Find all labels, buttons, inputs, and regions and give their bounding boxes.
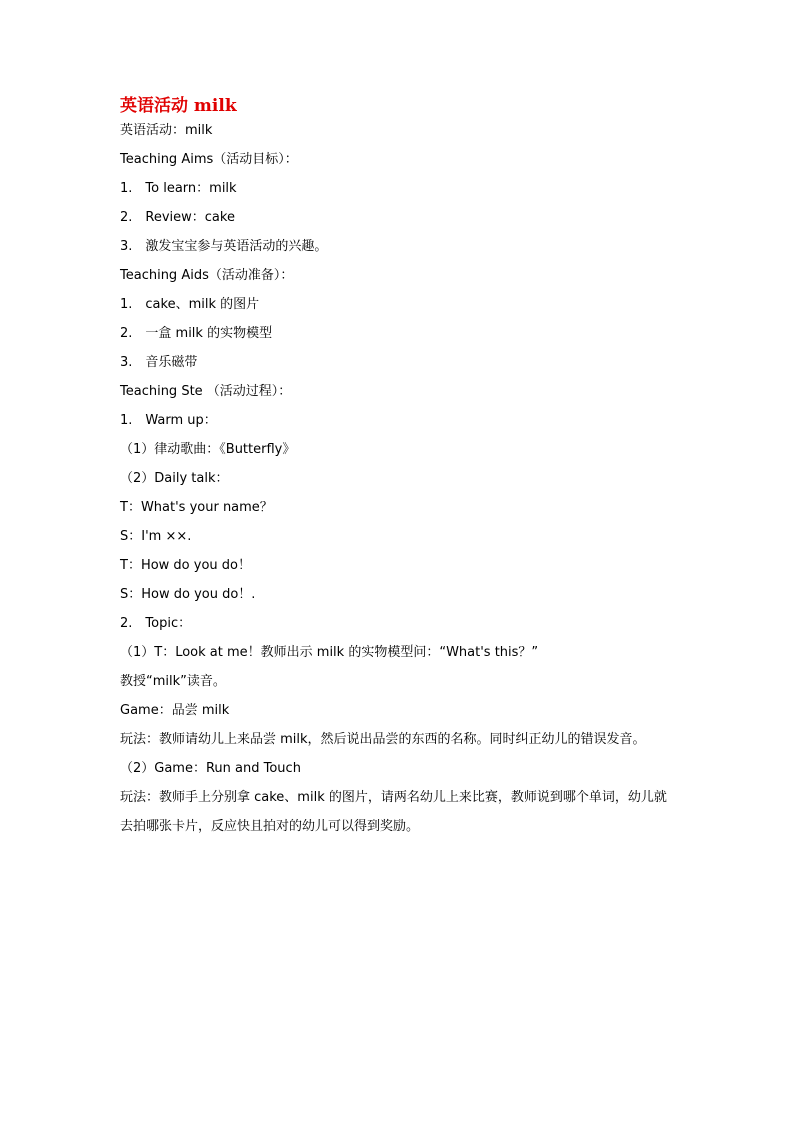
line-song: （1）律动歌曲：《Butterfly》	[120, 442, 296, 457]
line-game-2-rules-b: 去拍哪张卡片，反应快且拍对的幼儿可以得到奖励。	[120, 819, 420, 834]
line-teaching-aids: Teaching Aids（活动准备）：	[120, 268, 294, 283]
line-dialog-2: S：I'm ××.	[120, 529, 192, 544]
line-aid-2: 2. 一盒 milk 的实物模型	[120, 326, 273, 341]
line-aim-3: 3. 激发宝宝参与英语活动的兴趣。	[120, 239, 328, 254]
line-aim-2: 2. Review：cake	[120, 210, 235, 225]
line-topic: 2. Topic：	[120, 616, 192, 631]
line-aid-1: 1. cake、milk 的图片	[120, 297, 260, 312]
line-aid-3: 3. 音乐磁带	[120, 355, 198, 370]
line-warm-up: 1. Warm up：	[120, 413, 217, 428]
line-dialog-1: T：What's your name？	[120, 500, 273, 515]
line-game-1: Game：品尝 milk	[120, 703, 230, 718]
line-aim-1: 1. To learn：milk	[120, 181, 237, 196]
line-dialog-4: S：How do you do！.	[120, 587, 256, 602]
document-title: 英语活动 milk	[120, 96, 237, 116]
document-body	[120, 121, 680, 846]
line-pronunciation: 教授“milk”读音。	[120, 674, 226, 689]
line-dialog-3: T：How do you do！	[120, 558, 251, 573]
line-heading: 英语活动：milk	[120, 123, 213, 138]
line-teaching-aims: Teaching Aims（活动目标）：	[120, 152, 298, 167]
line-game-2: （2）Game：Run and Touch	[120, 761, 301, 776]
line-daily-talk: （2）Daily talk：	[120, 471, 229, 486]
line-game-1-rules: 玩法：教师请幼儿上来品尝 milk，然后说出品尝的东西的名称。同时纠正幼儿的错误发音。	[120, 732, 646, 747]
line-game-2-rules-a: 玩法：教师手上分别拿 cake、milk 的图片，请两名幼儿上来比赛，教师说到哪个单词，幼儿就	[120, 790, 667, 805]
line-teaching-steps: Teaching Ste （活动过程）：	[120, 384, 292, 399]
line-topic-1: （1）T：Look at me！教师出示 milk 的实物模型问：“What's this？”	[120, 645, 539, 660]
